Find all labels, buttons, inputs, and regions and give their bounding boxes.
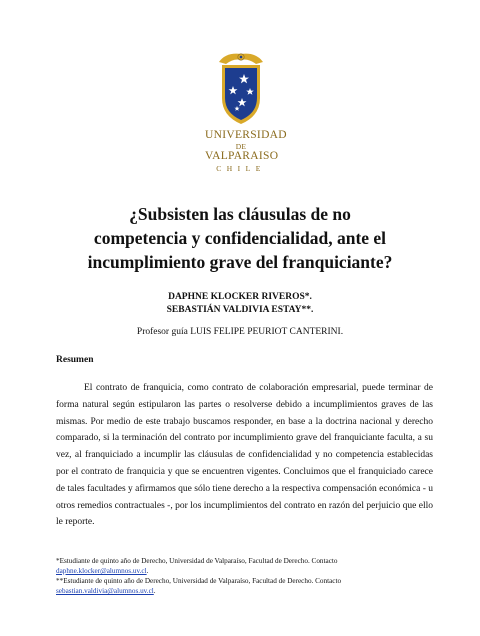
footnote-punct: . [146,567,149,575]
footnote-punct: . [153,587,156,595]
footnote [56,556,436,576]
shield-emblem-icon [216,50,266,126]
logo-text-universidad: UNIVERSIDAD [205,129,287,141]
footnote-email-link[interactable]: sebastian.valdivia@alumnos.uv.cl [56,587,154,595]
supervisor-line: Profesor guía LUIS FELIPE PEURIOT CANTERINI. [136,327,344,337]
footnote-text: *Estudiante de quinto año de Derecho, Universidad de Valparaíso, Facultad de Derecho. Contacto [56,557,338,565]
footnote-email-link[interactable]: daphne.klocker@alumnos.uv.cl [56,567,147,575]
logo-text-valparaiso: VALPARAISO [205,150,279,162]
abstract-heading: Resumen [56,355,94,365]
title-line: incumplimiento grave del franquiciante? [87,252,393,272]
author-name: DAPHNE KLOCKER RIVEROS*. [168,292,312,302]
footnote [56,576,436,596]
logo-text-chile: CHILE [216,164,266,173]
university-logo [205,50,287,186]
footnote-text: **Estudiante de quinto año de Derecho, Universidad de Valparaíso, Facultad de Derecho. Contacto [56,577,342,585]
title-line: ¿Subsisten las cláusulas de no [129,204,351,224]
authors-block [60,291,420,317]
logo-text-de: DE [235,142,247,151]
title-line: competencia y confidencialidad, ante el [93,228,387,248]
author-name: SEBASTIÁN VALDIVIA ESTAY**. [166,305,314,315]
paper-title [60,202,420,274]
abstract-body: El contrato de franquicia, como contrato de colaboración empresarial, puede terminar de forma natural según estipularon las partes o resolverse debido a incumplimientos graves de las mismas. Por medio de este trabajo buscamos responder, en base a la doctrina nacional y derecho comparado, si la terminación del contrato por incumplimiento grave del franquiciante faculta, a su vez, al franquiciado a incumplir las cláusulas de confidencialidad y no competencia establecidas por el contrato de franquicia y que se encuentren vigentes. Concluimos que el franquiciado carece de tales facultades y afirmamos que sólo tiene derecho a la respectiva compensación económica - u otros remedios contractuales -, por los incumplimientos del contrato en razón del perjuicio que ello le reporte. [56,383,433,528]
footnotes [56,556,436,596]
